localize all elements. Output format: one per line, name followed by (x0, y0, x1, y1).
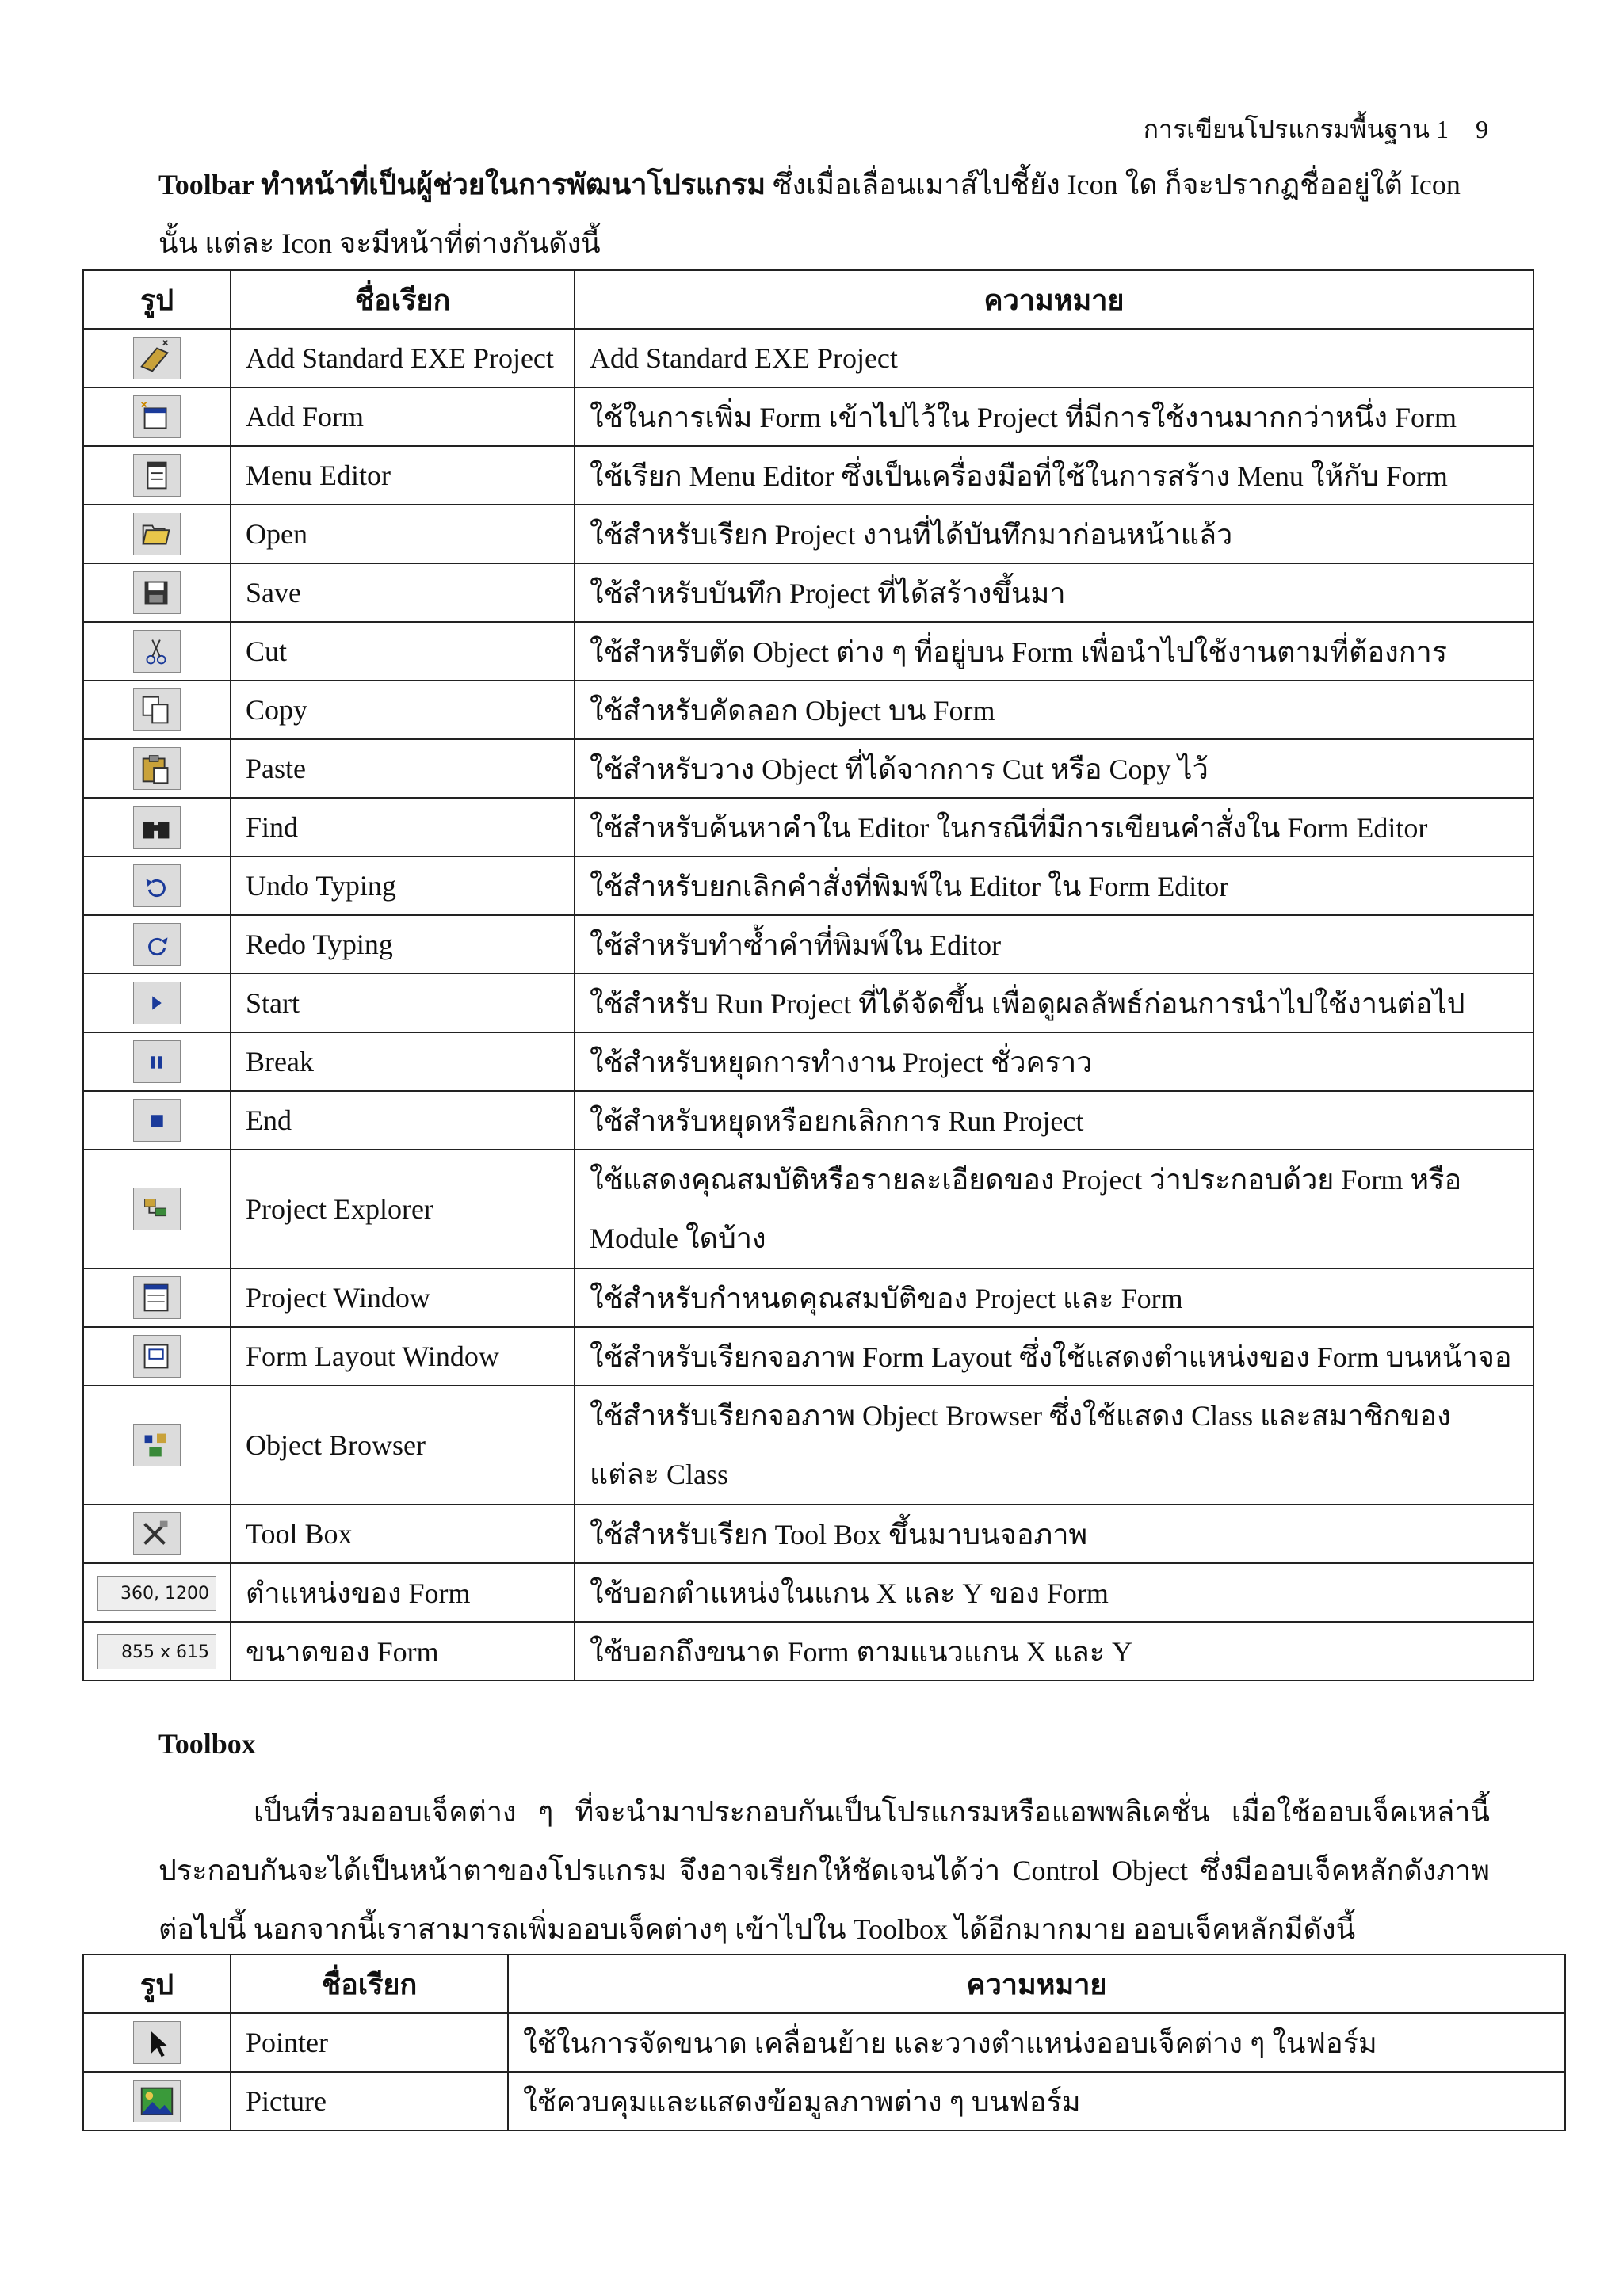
save-disk-icon (133, 571, 181, 614)
icon-cell (83, 622, 231, 681)
name-cell: Pointer (231, 2013, 508, 2072)
table2-body (83, 2013, 1565, 2130)
picture-icon (133, 2080, 181, 2122)
page-header (1144, 109, 1488, 150)
stop-icon (133, 1099, 181, 1142)
meaning-cell: Add Standard EXE Project (575, 329, 1533, 387)
name-cell: Copy (231, 681, 575, 739)
table-row (83, 1505, 1533, 1563)
icon-cell (83, 915, 231, 974)
icon-cell (83, 1032, 231, 1091)
icon-cell (83, 1268, 231, 1327)
meaning-cell: ใช้บอกถึงขนาด Form ตามแนวแกน X และ Y (575, 1622, 1533, 1680)
icon-cell (83, 974, 231, 1032)
size-icon: 855 x 615 (97, 1634, 216, 1669)
meaning-cell: ใช้สำหรับยกเลิกคำสั่งที่พิมพ์ใน Editor ใน Form Editor (575, 856, 1533, 915)
name-cell: Redo Typing (231, 915, 575, 974)
meaning-cell: ใช้สำหรับบันทึก Project ที่ได้สร้างขึ้นมา (575, 563, 1533, 622)
paste-icon (133, 747, 181, 790)
meaning-cell: ใช้ควบคุมและแสดงข้อมูลภาพต่าง ๆ บนฟอร์ม (508, 2072, 1565, 2130)
table-header-row (83, 270, 1533, 329)
col-header-name: ชื่อเรียก (231, 1955, 508, 2013)
meaning-cell: ใช้สำหรับหยุดการทำงาน Project ชั่วคราว (575, 1032, 1533, 1091)
play-icon (133, 982, 181, 1024)
meaning-cell: ใช้สำหรับเรียก Project งานที่ได้บันทึกมาก่อนหน้าแล้ว (575, 505, 1533, 563)
name-cell: Picture (231, 2072, 508, 2130)
icon-cell (83, 2013, 231, 2072)
icon-cell (83, 1091, 231, 1150)
open-folder-icon (133, 513, 181, 555)
table-row (83, 681, 1533, 739)
toolbar-icons-table (82, 269, 1534, 1681)
table-row (83, 1622, 1533, 1680)
pause-icon (133, 1040, 181, 1083)
name-cell: Find (231, 798, 575, 856)
icon-cell (83, 505, 231, 563)
name-cell: ตำแหน่งของ Form (231, 1563, 575, 1622)
icon-cell (83, 446, 231, 505)
icon-cell (83, 329, 231, 387)
icon-cell (83, 1150, 231, 1268)
scissors-icon (133, 630, 181, 673)
name-cell: Paste (231, 739, 575, 798)
table-row (83, 2072, 1565, 2130)
table-row (83, 1268, 1533, 1327)
table-row (83, 856, 1533, 915)
name-cell: Project Explorer (231, 1150, 575, 1268)
meaning-cell: ใช้สำหรับค้นหาคำใน Editor ในกรณีที่มีการเขียนคำสั่งใน Form Editor (575, 798, 1533, 856)
name-cell: Form Layout Window (231, 1327, 575, 1386)
pointer-arrow-icon (133, 2021, 181, 2064)
icon-cell (83, 1563, 231, 1622)
add-form-icon (133, 395, 181, 438)
meaning-cell: ใช้สำหรับตัด Object ต่าง ๆ ที่อยู่บน Form เพื่อนำไปใช้งานตามที่ต้องการ (575, 622, 1533, 681)
name-cell: Project Window (231, 1268, 575, 1327)
table-row (83, 1150, 1533, 1268)
meaning-cell: ใช้สำหรับวาง Object ที่ได้จากการ Cut หรือ Copy ไว้ (575, 739, 1533, 798)
binoculars-icon (133, 806, 181, 849)
toolbox-icon (133, 1512, 181, 1555)
header-title: การเขียนโปรแกรมพื้นฐาน 1 (1143, 115, 1449, 143)
icon-cell (83, 387, 231, 446)
name-cell: Add Standard EXE Project (231, 329, 575, 387)
redo-icon (133, 923, 181, 966)
table-row (83, 329, 1533, 387)
meaning-cell: ใช้สำหรับ Run Project ที่ได้จัดขึ้น เพื่อดูผลลัพธ์ก่อนการนำไปใช้งานต่อไป (575, 974, 1533, 1032)
meaning-cell: ใช้สำหรับเรียกจอภาพ Form Layout ซึ่งใช้แสดงตำแหน่งของ Form บนหน้าจอ (575, 1327, 1533, 1386)
table-row (83, 2013, 1565, 2072)
name-cell: Menu Editor (231, 446, 575, 505)
name-cell: Undo Typing (231, 856, 575, 915)
table1-body (83, 329, 1533, 1680)
table-row (83, 739, 1533, 798)
name-cell: Save (231, 563, 575, 622)
name-cell: Open (231, 505, 575, 563)
meaning-cell: ใช้สำหรับทำซ้ำคำที่พิมพ์ใน Editor (575, 915, 1533, 974)
icon-cell (83, 563, 231, 622)
table-row (83, 974, 1533, 1032)
col-header-name: ชื่อเรียก (231, 270, 575, 329)
undo-icon (133, 864, 181, 907)
icon-cell (83, 856, 231, 915)
meaning-cell: ใช้สำหรับกำหนดคุณสมบัติของ Project และ Form (575, 1268, 1533, 1327)
col-header-image: รูป (83, 1955, 231, 2013)
icon-cell (83, 739, 231, 798)
project-explorer-icon (133, 1188, 181, 1230)
table-row (83, 1091, 1533, 1150)
meaning-cell: ใช้แสดงคุณสมบัติหรือรายละเอียดของ Project ว่าประกอบด้วย Form หรือ Module ใดบ้าง (575, 1150, 1533, 1268)
table-row (83, 1563, 1533, 1622)
toolbox-objects-table (82, 1954, 1566, 2131)
add-project-icon (133, 337, 181, 379)
meaning-cell: ใช้สำหรับหยุดหรือยกเลิกการ Run Project (575, 1091, 1533, 1150)
table-row (83, 1327, 1533, 1386)
icon-cell (83, 798, 231, 856)
meaning-cell: ใช้เรียก Menu Editor ซึ่งเป็นเครื่องมือที่ใช้ในการสร้าง Menu ให้กับ Form (575, 446, 1533, 505)
col-header-image: รูป (83, 270, 231, 329)
name-cell: Tool Box (231, 1505, 575, 1563)
properties-window-icon (133, 1276, 181, 1319)
col-header-meaning: ความหมาย (508, 1955, 1565, 2013)
toolbox-heading: Toolbox (158, 1728, 256, 1760)
table-row (83, 915, 1533, 974)
table-row (83, 1032, 1533, 1091)
toolbox-paragraph: เป็นที่รวมออบเจ็คต่าง ๆ ที่จะนำมาประกอบกันเป็นโปรแกรมหรือแอพพลิเคชั่น เมื่อใช้ออบเจ็คเหล่านี้ประกอบกันจะได้เป็นหน้าตาของโปรแกรม จึงอาจเรียกให้ชัดเจนได้ว่า Control Object ซึ่งมีออบเจ็คหลักดังภาพต่อไปนี้ นอกจากนี้เราสามารถเพิ่มออบเจ็คต่างๆ เข้าไปใน Toolbox ได้อีกมากมาย ออบเจ็คหลักมีดังนี้ (158, 1796, 1490, 1945)
object-browser-icon (133, 1424, 181, 1466)
name-cell: Object Browser (231, 1386, 575, 1505)
page-number: 9 (1476, 115, 1488, 143)
meaning-cell: ใช้ในการจัดขนาด เคลื่อนย้าย และวางตำแหน่งออบเจ็คต่าง ๆ ในฟอร์ม (508, 2013, 1565, 2072)
table-row (83, 446, 1533, 505)
meaning-cell: ใช้สำหรับเรียกจอภาพ Object Browser ซึ่งใช้แสดง Class และสมาชิกของแต่ละ Class (575, 1386, 1533, 1505)
position-icon: 360, 1200 (97, 1576, 216, 1611)
name-cell: Cut (231, 622, 575, 681)
col-header-meaning: ความหมาย (575, 270, 1533, 329)
name-cell: Break (231, 1032, 575, 1091)
name-cell: Add Form (231, 387, 575, 446)
icon-cell (83, 1505, 231, 1563)
icon-cell (83, 1386, 231, 1505)
icon-cell (83, 681, 231, 739)
meaning-cell: ใช้บอกตำแหน่งในแกน X และ Y ของ Form (575, 1563, 1533, 1622)
icon-cell (83, 1622, 231, 1680)
table-header-row (83, 1955, 1565, 2013)
form-layout-icon (133, 1335, 181, 1378)
meaning-cell: ใช้ในการเพิ่ม Form เข้าไปไว้ใน Project ที่มีการใช้งานมากกว่าหนึ่ง Form (575, 387, 1533, 446)
table-row (83, 505, 1533, 563)
copy-icon (133, 688, 181, 731)
table-row (83, 622, 1533, 681)
table-row (83, 387, 1533, 446)
icon-cell (83, 1327, 231, 1386)
table-row (83, 1386, 1533, 1505)
name-cell: End (231, 1091, 575, 1150)
menu-editor-icon (133, 454, 181, 497)
table-row (83, 563, 1533, 622)
name-cell: Start (231, 974, 575, 1032)
intro-paragraph (158, 155, 1490, 273)
intro-rest: ซึ่งเมื่อเลื่อนเมาส์ไปชี้ยัง Icon ใด ก็จะปรากฏชื่ออยู่ใต้ Icon นั้น แต่ละ Icon จะมีหน้าที่ต่างกันดังนี้ (158, 169, 1461, 259)
name-cell: ขนาดของ Form (231, 1622, 575, 1680)
meaning-cell: ใช้สำหรับเรียก Tool Box ขึ้นมาบนจอภาพ (575, 1505, 1533, 1563)
table-row (83, 798, 1533, 856)
intro-bold: Toolbar ทำหน้าที่เป็นผู้ช่วยในการพัฒนาโปรแกรม (158, 169, 766, 200)
meaning-cell: ใช้สำหรับคัดลอก Object บน Form (575, 681, 1533, 739)
icon-cell (83, 2072, 231, 2130)
